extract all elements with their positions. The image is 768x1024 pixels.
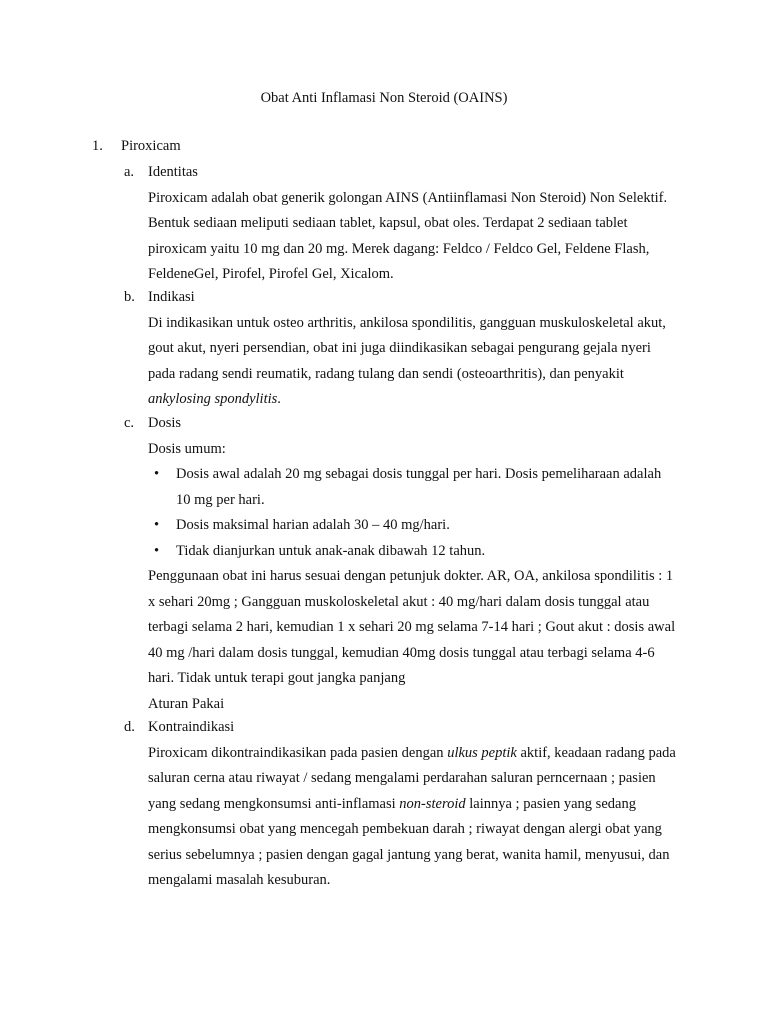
bullet-icon: • <box>154 466 160 482</box>
dosis-umum-label: Dosis umum: <box>148 440 226 457</box>
subsection-kontraindikasi <box>124 715 684 894</box>
section-name: Piroxicam <box>121 138 181 154</box>
subsection-letter: d. <box>124 719 135 735</box>
identitas-text: Piroxicam adalah obat generik golongan AINS (Antiinflamasi Non Steroid) Non Selektif. Bentuk sediaan meliputi sediaan tablet, kapsul, obat oles. Terdapat 2 sediaan tablet piroxicam yaitu 10 mg dan 20 mg. Merek dagang: Feldco / Feldco Gel, Feldene Flash, FeldeneGel, Pirofel, Pirofel Gel, Xicalom. <box>148 189 668 282</box>
subsection-letter: a. <box>124 164 135 180</box>
section-number: 1. <box>92 138 103 154</box>
non-steroid-term: non-steroid <box>399 795 466 812</box>
subsection-heading: Indikasi <box>148 289 195 305</box>
indikasi-italic-term: ankylosing spondylitis <box>148 391 278 407</box>
kontraindikasi-text-part: aktif, keadaan radang pada saluran cerna atau riwayat / sedang mengalami perdarahan saluran perncernaan ; pasien yang sedang mengkonsumsi anti-inflamasi <box>148 744 676 812</box>
dosis-penggunaan-text: Penggunaan obat ini harus sesuai dengan petunjuk dokter. AR, OA, ankilosa spondilitis : 1 x sehari 20mg ; Gangguan muskoloskeletal akut : 40 mg/hari dalam dosis tunggal atau terbagi selama 2 hari, kemudian 1 x sehari 20 mg selama 7-14 hari ; Gout akut : dosis awal 40 mg /hari dalam dosis tunggal, kemudian 40mg dosis tunggal atau terbagi selama 4-6 hari. Tidak untuk terapi gout jangka panjang <box>148 568 676 686</box>
aturan-pakai-label: Aturan Pakai <box>148 695 225 712</box>
subsection-indikasi <box>124 285 684 413</box>
subsection-heading: Kontraindikasi <box>148 719 235 735</box>
indikasi-text <box>148 311 678 413</box>
dosis-bullets <box>148 462 678 564</box>
list-item <box>148 513 678 539</box>
bullet-text: Tidak dianjurkan untuk anak-anak dibawah 12 tahun. <box>176 542 486 559</box>
kontraindikasi-text-part: lainnya ; pasien yang sedang mengkonsumsi obat yang mencegah pembekuan darah ; riwayat dengan alergi obat yang serius sebelumnya ; pasien dengan gagal jantung yang berat, wanita hamil, menyusui, dan mengalami masalah kesuburan. <box>148 795 670 888</box>
kontraindikasi-text-part: Piroxicam dikontraindikasikan pada pasien dengan <box>148 744 448 761</box>
bullet-icon: • <box>154 542 160 559</box>
list-item <box>148 539 678 565</box>
section-heading <box>92 134 181 160</box>
subsection-dosis <box>124 411 684 717</box>
subsection-heading: Identitas <box>148 164 198 180</box>
subsection-heading: Dosis <box>148 415 182 431</box>
subsection-letter: b. <box>124 289 135 305</box>
indikasi-text-part: Di indikasikan untuk osteo arthritis, ankilosa spondilitis, gangguan muskuloskeletal akut, gout akut, nyeri persendian, obat ini juga diindikasikan sebagai pengurang gejala nyeri pada radang sendi reumatik, radang tulang dan sendi (osteoarthritis), dan penyakit <box>148 314 666 382</box>
bullet-text: Dosis maksimal harian adalah 30 – 40 mg/hari. <box>176 517 450 533</box>
bullet-text: Dosis awal adalah 20 mg sebagai dosis tunggal per hari. Dosis pemeliharaan adalah 10 mg per hari. <box>176 466 662 508</box>
indikasi-text-end: . <box>277 391 281 407</box>
kontraindikasi-text <box>148 741 678 894</box>
subsection-identitas <box>124 160 684 288</box>
subsection-letter: c. <box>124 415 135 431</box>
ulkus-peptik-term: ulkus peptik <box>447 744 517 761</box>
list-item <box>148 462 678 513</box>
document-title: Obat Anti Inflamasi Non Steroid (OAINS) <box>260 90 508 106</box>
bullet-icon: • <box>154 517 160 533</box>
